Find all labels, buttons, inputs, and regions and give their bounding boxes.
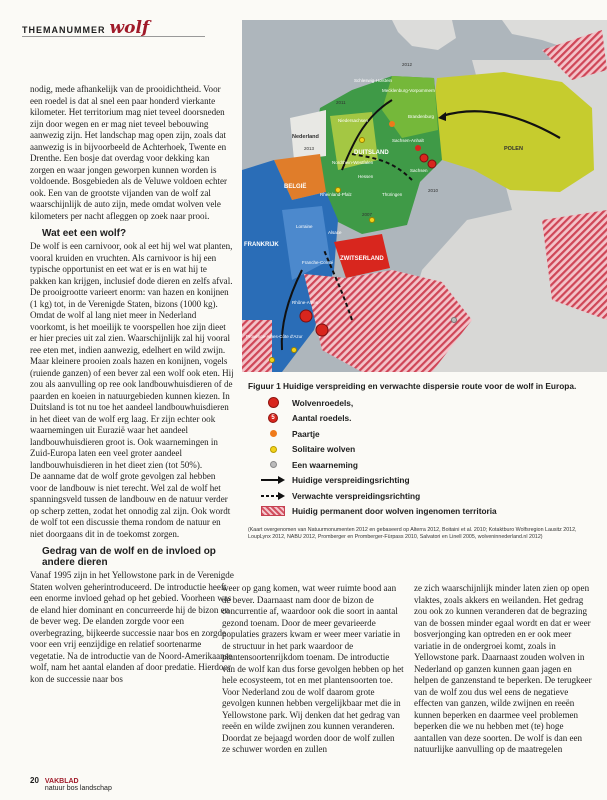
solid-arrow-icon <box>260 475 286 485</box>
label-alsace: Alsace <box>328 230 342 235</box>
pack-marker <box>428 160 436 168</box>
pack-icon <box>268 397 279 408</box>
observation-marker <box>452 318 457 323</box>
pack-count-marker <box>300 310 312 322</box>
map-legend <box>260 395 598 519</box>
label-year: 2012 <box>402 62 413 67</box>
legend-item: Solitaire wolven <box>260 442 598 458</box>
pack-marker <box>420 154 428 162</box>
label-brandenburg: Brandenburg <box>408 114 435 119</box>
solitary-marker <box>292 348 297 353</box>
label-switzerland: ZWITSERLAND <box>340 256 384 262</box>
text-column-3 <box>414 583 596 756</box>
figure-source: (Kaart overgenomen van Natuurmonumenten 2012 en gebaseerd op Alterra 2012, Boitaini et al. 2010; Kotaktburo Wolfsregion Lausitz 2012, LoupLynx 2012, NABU 2012, Promberger en Promberger-Fürpass 2010, Salvatori en Linell 2005, wolveninnederland.nl 2012) <box>248 527 577 540</box>
label-thueringen: Thüringen <box>382 192 403 197</box>
pair-icon <box>270 430 277 437</box>
label-sachsen: Sachsen <box>410 168 428 173</box>
legend-item: Huidig permanent door wolven ingenomen territoria <box>260 504 598 520</box>
label-franche-comte: Franche-Comté <box>302 260 334 265</box>
observation-icon <box>270 461 277 468</box>
heading-diet: Wat eet een wolf? <box>42 228 127 239</box>
label-lorraine: Lorraine <box>296 224 313 229</box>
legend-item: 5 Aantal roedels. <box>260 411 598 427</box>
text-column-2 <box>222 583 404 756</box>
section-header <box>22 18 149 38</box>
label-niedersachsen: Niedersachsen <box>338 118 369 123</box>
label-year: 2007 <box>362 212 373 217</box>
pack-count-icon: 5 <box>268 413 278 423</box>
pyrenees-territory <box>242 320 272 372</box>
section-kicker: THEMANUMMER <box>22 25 106 35</box>
page-number: 20 <box>30 776 39 785</box>
legend-item: Een waarneming <box>260 457 598 473</box>
solitary-marker <box>370 218 375 223</box>
section-theme: wolf <box>109 18 150 38</box>
label-rlp: Rheinland-Pfalz <box>320 192 352 197</box>
label-year: 2010 <box>428 188 439 193</box>
solitary-icon <box>270 446 277 453</box>
paragraph: weer op gang komen, wat weer ruimte bood aan de bever. Daarnaast nam door de bizon de concurrentie af, waardoor ook die soort in aantal gezond toenam. Door de meer gevarieerde populaties grazers kwam er weer meer variatie in de structuur in het park waardoor de plantensoortenrijkdom toenam. De introductie van de wolf kan dus forse gevolgen hebben op het hele ecosysteem, tot en met plantensoorten toe. Voor Nederland zou de wolf daarom grote gevolgen kunnen hebben vergelijkbaar met die in Yellowstone park. Wij denken dat het gedrag van reeën en wilde zwijnen zou kunnen veranderen. Doordat ze bejaagd worden door de wolf zullen ze schuwer worden en zullen <box>222 583 404 754</box>
label-year: 2011 <box>336 100 346 105</box>
label-poland: POLEN <box>504 146 523 152</box>
legend-item: Huidige verspreidingsrichting <box>260 473 598 489</box>
pack-marker <box>415 145 421 151</box>
territory-hatch-icon <box>261 506 285 516</box>
label-nrw: Nordrhein-Westfalen <box>332 160 374 165</box>
map-svg <box>242 20 607 372</box>
label-france: FRANKRIJK <box>244 242 279 248</box>
solitary-marker <box>360 138 365 143</box>
figure-caption <box>248 381 598 541</box>
text-column-1 <box>30 84 234 685</box>
paragraph: De wolf is een carnivoor, ook al eet hij wel wat planten, vooral kruiden en vruchten. Als carnivoor is hij een typische opportunist en eet wat er is en wat hij te pakken kan krijgen, inclusief dode dieren en zelfs afval. De prooigrootte varieert enorm: van hazen en konijnen (1 kg) tot, in de Verenigde Staten, bizons (1000 kg). Omdat de wolf al lang niet meer in Nederland voorkomt, is het moeilijk te voorspellen hoe zijn dieet er hier precies uit zal zien. Waarschijnlijk zal hij vooral ree eten met, indien aanwezig, edelhert en wild zwijn. Maar kleinere prooien zoals hazen en konijnen, vogels (ruiende ganzen) of een bever zal een wolf ook eten. Hij zou als aanvulling op ree ook landbouwhuisdieren of de paarden en koeien in natuurgebieden kunnen kiezen. In Duitsland is tot nu toe het aandeel landbouwhuisdieren in het dieet van de wolf erg laag. Er zijn echter ook waarnemingen uit Eurazië waar het aandeel landbouwhuisdieren groot is. Ook waarnemingen in Zuid-Europa laten een veel groter aandeel landbouwhuisdieren in het dieet zien (tot 50%). <box>30 241 234 470</box>
europe-wolf-map <box>242 20 607 372</box>
label-belgium: BELGIË <box>284 184 307 190</box>
label-sachsen-anhalt: Sachsen-Anhalt <box>392 138 424 143</box>
label-rhone-alpes: Rhône-Alpes <box>292 300 319 305</box>
paragraph: ze zich waarschijnlijk minder laten zien op open vlaktes, zoals akkers en weilanden. Het gedrag zou ook zo kunnen veranderen dat de begrazing van de bossen minder egaal wordt en dat er weer bosverjonging kan optreden en er ook meer variatie in de ondergroei komt, zoals in Yellowstone park. Daarnaast zouden wolven in Nederland op ganzen kunnen gaan jagen en helpen de ganzenstand te beperken. De terugkeer van de wolf zou dus wel eens de negatieve effecten van ganzen, wilde zwijnen en reeën kunnen beperken en daarmee veel problemen beperken die we nu hebben met (te) hoge aantallen van deze soorten. De wolf is dan een natuurlijke aanvulling op de maatregelen <box>414 583 592 754</box>
label-germany: DUITSLAND <box>354 150 389 156</box>
paragraph: Vanaf 1995 zijn in het Yellowstone park in de Verenigde Staten wolven geherintroduceerd. De introductie heeft een enorme invloed gehad op het gebied. Voorheen was de eland hier dominant en concurreerde hij de bizon en de bever weg. De elanden zorgde voor een overbegrazing, bijkeerde successie naar bos en zorgde voor een vrij eenzijdige en relatief soortenarme vegetatie. Na de introductie van de Noord-Amerikaanse wolf, nam het aantal elanden af door predatie. Hierdoor kon de successie naar bos <box>30 570 234 684</box>
label-sh: Schleswig-Holstein <box>354 78 393 83</box>
header-rule <box>22 36 205 37</box>
label-hessen: Hessen <box>358 174 374 179</box>
paragraph: De aanname dat de wolf grote gevolgen zal hebben voor de landbouw is niet terecht. Wel zal de wolf het spanningsveld tussen de landbouw en de natuur verder op scherp zetten, zodat het onnodig zal zijn. Ook wordt de wolf tot een discussie thema rondom de natuur en niet doorgaans dit in de toekomst zorgen. <box>30 471 231 539</box>
page-footer <box>30 776 112 792</box>
figure-title: Figuur 1 Huidige verspreiding en verwachte dispersie route voor de wolf in Europa. <box>248 381 577 391</box>
label-year: 2013 <box>304 146 315 151</box>
legend-item: Paartje <box>260 426 598 442</box>
label-netherlands: Nederland <box>292 134 319 140</box>
pack-count-marker <box>316 324 328 336</box>
heading-behaviour: Gedrag van de wolf en de invloed op andere dieren <box>42 546 216 568</box>
dashed-arrow-icon <box>260 491 286 501</box>
legend-item: Verwachte verspreidingsrichting <box>260 488 598 504</box>
legend-item: Wolvenroedels, <box>260 395 598 411</box>
pair-marker <box>389 121 395 127</box>
paragraph: nodig, mede afhankelijk van de prooidichtheid. Voor een roedel is dat al snel een paar honderd vierkante kilometer. Het territorium mag niet teveel doorsneden zijn door wegen en er mag niet teveel bebouwing aanwezig zijn. Het landschap mag open zijn, zoals dat aanwezig is in bijvoorbeeld de Achterhoek, Twente en Drenthe. Een bosje dat overdag voor dekking kan zorgen en waar jongen geworpen kunnen worden is voldoende. Bosgebieden als de Veluwe voldoen echter ook. Een van de grootste vijanden van de wolf zal waarschijnlijk de auto zijn, mede omdat wolven vele kilometers per nacht afleggen op zoek naar prooi. <box>30 84 228 221</box>
solitary-marker <box>270 358 275 363</box>
label-mv: Mecklenburg-Vorpommern <box>382 88 436 93</box>
magazine-name: VAKBLAD natuur bos landschap <box>44 778 112 792</box>
label-paca: Provence-Alpes-Côte d'Azur <box>246 334 303 339</box>
